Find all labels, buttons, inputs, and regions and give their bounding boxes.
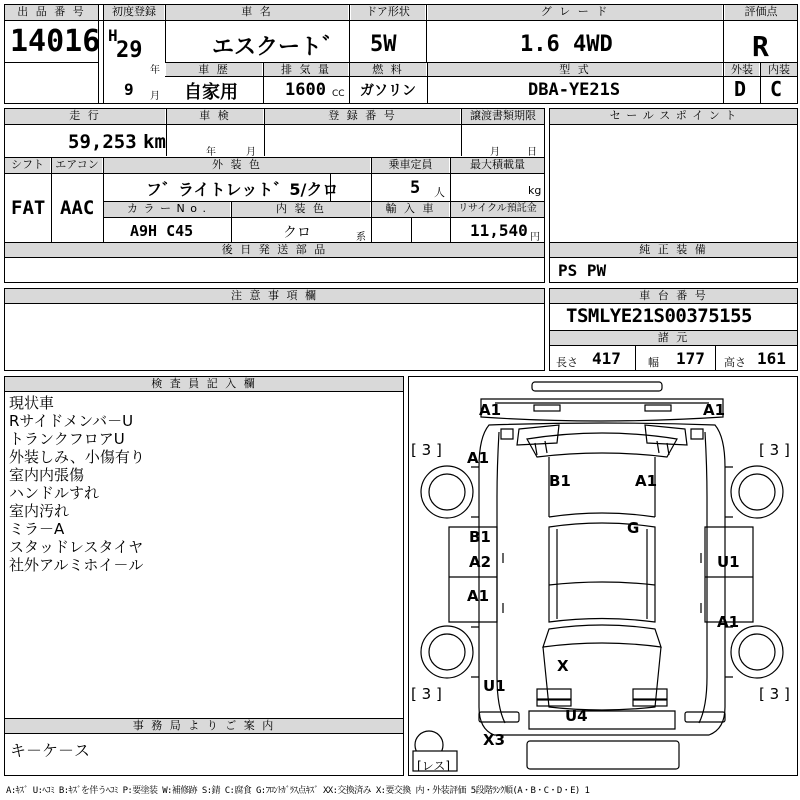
max-load-header: 最大積載量 bbox=[451, 158, 544, 173]
mark-front-left-corner: A1 bbox=[479, 401, 502, 419]
recycle-unit: 円 bbox=[530, 232, 540, 243]
lot-number: 14016 bbox=[10, 24, 101, 59]
fuel-header: 燃 料 bbox=[350, 63, 426, 76]
tire-depth-front-right: [ 3 ] bbox=[759, 441, 790, 459]
mark-rear-left-corner: X3 bbox=[483, 731, 506, 749]
mark-roof: G bbox=[627, 519, 640, 537]
inspector-header: 検 査 員 記 入 欄 bbox=[5, 377, 403, 391]
door-header: ドア形状 bbox=[351, 5, 425, 20]
exterior-value: D bbox=[734, 77, 747, 101]
year-unit: 年 bbox=[150, 65, 160, 76]
history-value: 自家用 bbox=[184, 82, 238, 103]
fuel-value: ガソリン bbox=[360, 83, 416, 99]
transfer-header: 譲渡書類期限 bbox=[462, 109, 544, 124]
displacement-value: 1600 bbox=[285, 80, 326, 100]
history-header: 車 歴 bbox=[166, 63, 262, 76]
specs-header: 諸 元 bbox=[550, 331, 797, 345]
height-value: 161 bbox=[757, 349, 786, 368]
mark-trunk: X bbox=[557, 657, 569, 675]
inspector-note: 室内汚れ bbox=[9, 502, 70, 520]
model-value: DBA-YE21S bbox=[528, 80, 621, 100]
import-header: 輸 入 車 bbox=[372, 202, 449, 217]
ext-color-header: 外 装 色 bbox=[104, 158, 370, 173]
first-reg-header: 初度登録 bbox=[104, 5, 164, 20]
inspector-note: トランクフロアU bbox=[9, 430, 125, 448]
inspector-notes-list bbox=[9, 394, 399, 574]
exterior-header: 外装 bbox=[725, 63, 759, 76]
mark-left-front-fender: A1 bbox=[467, 449, 490, 467]
sales-point-header: セ ー ル ス ポ イ ン ト bbox=[550, 109, 797, 124]
color-no-header: カ ラ ー N o . bbox=[104, 202, 230, 217]
grade: 1.6 4WD bbox=[520, 32, 613, 57]
capacity-unit: 人 bbox=[434, 186, 445, 199]
tire-depth-front-left: [ 3 ] bbox=[411, 441, 442, 459]
tire-depth-rear-left: [ 3 ] bbox=[411, 685, 442, 703]
grade-header: グ レ ー ド bbox=[428, 5, 722, 20]
aircon-value: AAC bbox=[60, 197, 95, 219]
inspector-note: 外装しみ、小傷有り bbox=[9, 448, 145, 466]
lot-no-header: 出 品 番 号 bbox=[5, 5, 98, 20]
displacement-unit: CC bbox=[332, 89, 345, 99]
door-type: 5W bbox=[370, 32, 397, 57]
office-note: キ－ケ－ス bbox=[10, 741, 91, 760]
mark-right-rear-door: A1 bbox=[717, 613, 740, 631]
mark-right-front-door: U1 bbox=[717, 553, 740, 571]
legend: A:ｷｽﾞ U:ﾍｺﾐ B:ｷｽﾞを伴うﾍｺﾐ P:要塗装 W:補修跡 S:錆 C:腐食 G:ﾌﾛﾝﾄｶﾞﾗｽ点ｷｽﾞ XX:交換済み X:要交換 内・外装評価 5段階ﾗﾝｸ順(A・B・C・D・E) 1 bbox=[6, 786, 590, 796]
score: R bbox=[752, 30, 769, 63]
transfer-month-unit: 月 bbox=[490, 147, 500, 158]
height-label: 高さ bbox=[724, 356, 746, 369]
max-load-unit: kg bbox=[528, 184, 542, 197]
reg-no-header: 登 録 番 号 bbox=[265, 109, 460, 124]
capacity-header: 乗車定員 bbox=[372, 158, 449, 173]
chassis-header: 車 台 番 号 bbox=[550, 289, 797, 303]
length-value: 417 bbox=[592, 349, 621, 368]
chassis-number: TSMLYE21S00375155 bbox=[566, 305, 752, 327]
interior-value: C bbox=[770, 77, 783, 101]
mark-left-rear-fender: U1 bbox=[483, 677, 506, 695]
later-parts-header: 後 日 発 送 部 品 bbox=[5, 243, 544, 257]
inspector-note: スタッドレスタイヤ bbox=[9, 538, 144, 556]
genuine-equip-header: 純 正 装 備 bbox=[550, 243, 797, 257]
score-header: 評価点 bbox=[725, 5, 797, 20]
month-unit: 月 bbox=[150, 91, 160, 102]
displacement-header: 排 気 量 bbox=[264, 63, 348, 76]
mark-hood-right: A1 bbox=[635, 472, 658, 490]
insp-month-unit: 月 bbox=[246, 147, 256, 158]
mark-rear-bumper: U4 bbox=[565, 707, 588, 725]
model-header: 型 式 bbox=[428, 63, 722, 76]
genuine-equip-value: PS PW bbox=[558, 261, 607, 280]
mark-left-front-door-top: B1 bbox=[469, 528, 491, 546]
recycle-value: 11,540 bbox=[470, 221, 528, 240]
recycle-header: リサイクル預託金 bbox=[451, 202, 544, 217]
ext-color-value: フ゛ライトレット゛5/クロ bbox=[146, 180, 339, 199]
inspector-note: ミラ－A bbox=[9, 520, 65, 538]
mileage-unit: km bbox=[143, 131, 166, 153]
inspector-note: Rサイドメンバ－U bbox=[9, 412, 134, 430]
era-letter: H bbox=[108, 26, 118, 45]
transfer-day-unit: 日 bbox=[527, 147, 537, 158]
inspector-note: 室内内張傷 bbox=[9, 466, 85, 484]
int-color-value: クロ bbox=[283, 225, 311, 241]
spare-tire-label: [レス] bbox=[417, 759, 451, 773]
tire-depth-rear-right: [ 3 ] bbox=[759, 685, 790, 703]
car-name-header: 車 名 bbox=[166, 5, 348, 20]
inspector-note: 現状車 bbox=[9, 394, 55, 412]
color-no-value: A9H C45 bbox=[130, 222, 194, 240]
capacity-value: 5 bbox=[410, 178, 421, 198]
mark-front-right-corner: A1 bbox=[703, 401, 726, 419]
inspector-note: ハンドルすれ bbox=[9, 484, 100, 502]
car-name: エスクート゛ bbox=[212, 35, 345, 60]
length-label: 長さ bbox=[556, 356, 578, 369]
mileage-value: 59,253 bbox=[68, 131, 137, 153]
inspection-header: 車 検 bbox=[167, 109, 263, 124]
reg-year: 29 bbox=[116, 38, 143, 63]
insp-year-unit: 年 bbox=[206, 147, 216, 158]
aircon-header: エアコン bbox=[52, 158, 102, 173]
mileage-header: 走 行 bbox=[5, 109, 165, 124]
inspector-note: 社外アルミホイ－ル bbox=[9, 556, 144, 574]
damage-diagram bbox=[408, 376, 798, 776]
reg-month: 9 bbox=[124, 80, 134, 99]
shift-value: FAT bbox=[11, 197, 46, 219]
width-label: 幅 bbox=[648, 356, 659, 369]
shift-header: シフト bbox=[5, 158, 50, 173]
int-color-suffix: 系 bbox=[356, 232, 366, 243]
mark-hood-left: B1 bbox=[549, 472, 571, 490]
interior-header: 内装 bbox=[761, 63, 797, 76]
notes-header: 注 意 事 項 欄 bbox=[5, 289, 544, 303]
office-header: 事 務 局 よ り ご 案 内 bbox=[5, 719, 403, 733]
mark-left-rear-door: A1 bbox=[467, 587, 490, 605]
width-value: 177 bbox=[676, 349, 705, 368]
mark-left-front-door: A2 bbox=[469, 553, 492, 571]
int-color-header: 内 装 色 bbox=[232, 202, 370, 217]
car-outline bbox=[409, 377, 797, 775]
